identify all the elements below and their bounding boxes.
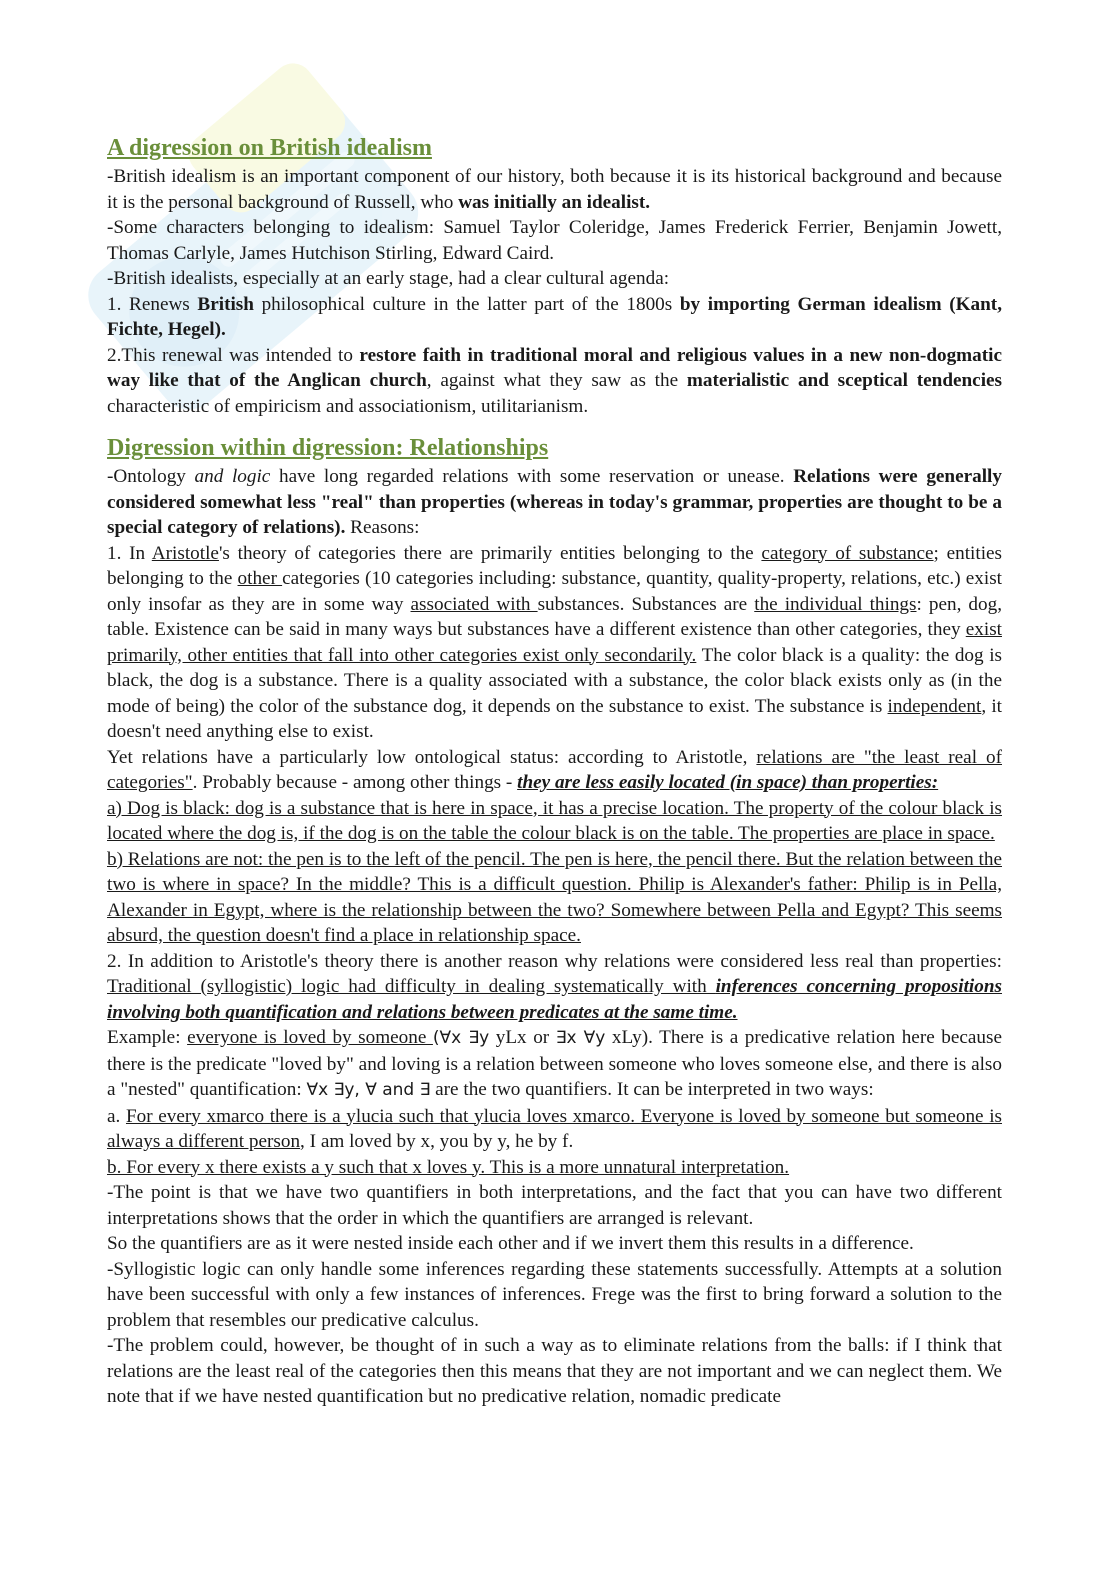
paragraph: 1. Renews British philosophical culture in the latter part of the 1800s by importing German idealism (Kant, Fichte, Hegel). — [107, 293, 1002, 340]
paragraph: -Some characters belonging to idealism: Samuel Taylor Coleridge, James Frederick Ferrier, Benjamin Jowett, Thomas Carlyle, James Hutchison Stirling, Edward Caird. — [107, 217, 1002, 264]
paragraph: a. For every xmarco there is a ylucia such that ylucia loves xmarco. Everyone is loved by someone but someone is always a different person, I am loved by x, you by y, he by f. — [107, 1105, 1002, 1152]
paragraph: -The problem could, however, be thought of in such a way as to eliminate relations from the balls: if I think that relations are the least real of the categories then this means that they are not important and we can neglect them. We note that if we have nested quantification but no predicative relation, nomadic predicate — [107, 1335, 1002, 1407]
paragraph: -British idealism is an important component of our history, both because it is its historical background and because it is the personal background of Russell, who was initially an idealist. — [107, 166, 1002, 213]
paragraph: Example: everyone is loved by someone (∀x ∃y yLx or ∃x ∀y xLy). There is a predicative relation here because there is the predicate "loved by" and loving is a relation between someone who loves someone else, and there is also a "nested" quantification: ∀x ∃y, ∀ and ∃ are the two quantifiers. It can be interpreted in two ways: — [107, 1027, 1002, 1100]
paragraph: 2. In addition to Aristotle's theory there is another reason why relations were considered less real than properties: Traditional (syllogistic) logic had difficulty in dealing systematically with inferences concerning propositions involving both quantification and relations between predicates at the same time. — [107, 950, 1002, 1023]
paragraph: -The point is that we have two quantifiers in both interpretations, and the fact that you can have two different interpretations shows that the order in which the quantifiers are arranged is relevant. — [107, 1182, 1002, 1229]
paragraph: 2.This renewal was intended to restore faith in traditional moral and religious values in a new non-dogmatic way like that of the Anglican church, against what they saw as the materialistic and sceptical tendencies characteristic of empiricism and associationism, utilitarianism. — [107, 344, 1003, 417]
paragraph: 1. In Aristotle's theory of categories there are primarily entities belonging to the category of substance; entities belonging to the other categories (10 categories including: substance, quantity, quality-property, relations, etc.) exist only insofar as they are in some way associated with substances. Substances are the individual things: pen, dog, table. Existence can be said in many ways but substances have a different existence than other categories, they exist primarily, other entities that fall into other categories exist only secondarily. The color black is a quality: the dog is black, the dog is a substance. There is a quality associated with a substance, the color black exists only as (in the mode of being) the color of the substance dog, it depends on the substance to exist. The substance is independent, it doesn't need anything else to exist. — [107, 542, 1003, 742]
paragraph: Yet relations have a particularly low ontological status: according to Aristotle, relations are "the least real of categories". Probably because - among other things - they are less easily located (in space) than properties: — [107, 746, 1002, 793]
paragraph: -Syllogistic logic can only handle some inferences regarding these statements successfully. Attempts at a solution have been successful with only a few instances of inferences. Frege was the first to bring forward a solution to the problem that resembles our predicative calculus. — [107, 1258, 1002, 1331]
document-page — [107, 132, 1002, 1410]
paragraph: -Ontology and logic have long regarded relations with some reservation or unease. Relations were generally considered somewhat less "real" than properties (whereas in today's grammar, properties are thought to be a special category of relations). Reasons: — [107, 466, 1002, 538]
section-heading-british-idealism: A digression on British idealism — [107, 135, 432, 161]
paragraph: b) Relations are not: the pen is to the left of the pencil. The pen is here, the pencil there. But the relation between the two is where in space? In the middle? This is a difficult question. Philip is Alexander's father: Philip is in Pella, Alexander in Egypt, where is the relationship between the two? Somewhere between Pella and Egypt? This seems absurd, the question doesn't find a place in relationship space. — [107, 848, 1002, 946]
section-heading-relationships: Digression within digression: Relationships — [107, 435, 549, 461]
paragraph: So the quantifiers are as it were nested inside each other and if we invert them this results in a difference. — [107, 1233, 914, 1254]
paragraph: a) Dog is black: dog is a substance that is here in space, it has a precise location. The property of the colour black is located where the dog is, if the dog is on the table the colour black is on the table. The properties are place in space. — [107, 797, 1002, 844]
paragraph: b. For every x there exists a y such that x loves y. This is a more unnatural interpretation. — [107, 1156, 790, 1178]
paragraph: -British idealists, especially at an early stage, had a clear cultural agenda: — [107, 268, 670, 289]
